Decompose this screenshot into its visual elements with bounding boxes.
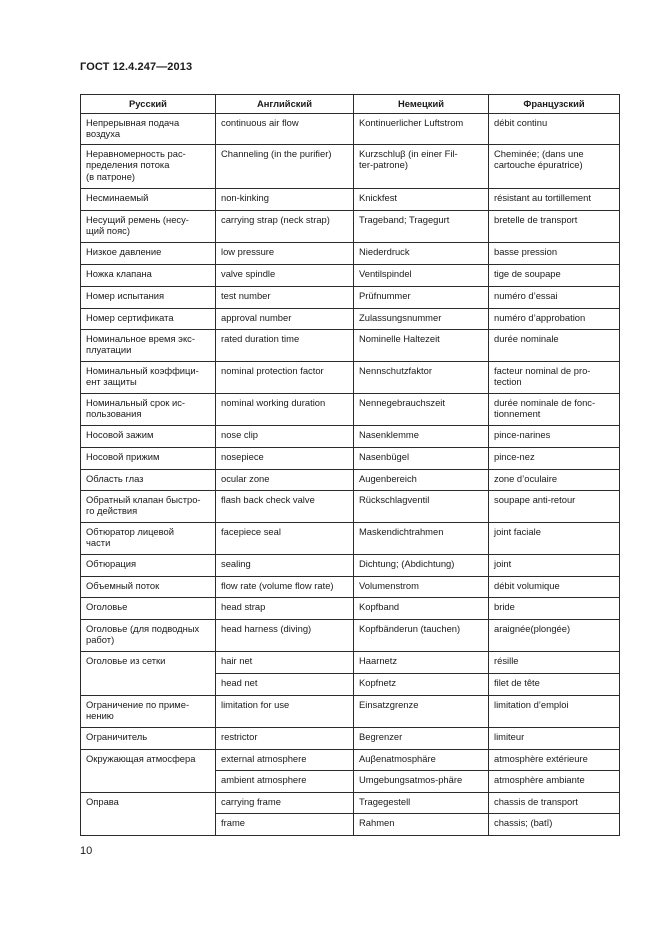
table-row <box>81 188 620 210</box>
cell-english-text: facepiece seal <box>221 525 281 537</box>
cell-german <box>354 188 489 210</box>
cell-russian-text: Номинальное время экс- плуатации <box>86 332 195 355</box>
table-row <box>81 393 620 425</box>
cell-english-text: sealing <box>221 557 251 569</box>
column-header-russian: Русский <box>81 95 216 114</box>
cell-german <box>354 770 489 792</box>
cell-french <box>489 727 620 749</box>
cell-french <box>489 522 620 554</box>
cell-english-text: head strap <box>221 600 266 612</box>
cell-german <box>354 673 489 695</box>
cell-english-text: external atmosphere <box>221 752 307 764</box>
cell-german <box>354 361 489 393</box>
cell-english <box>216 308 354 329</box>
cell-russian <box>81 361 216 393</box>
cell-english <box>216 576 354 597</box>
cell-russian <box>81 522 216 554</box>
cell-russian <box>81 576 216 597</box>
cell-russian-text: Непрерывная подача воздуха <box>86 116 180 139</box>
cell-german <box>354 286 489 308</box>
cell-russian-text: Неравномерность рас- пределения потока (в патроне) <box>86 147 186 182</box>
cell-russian-text: Обтюрация <box>86 557 137 569</box>
cell-russian-text: Окружающая атмосфера <box>86 752 196 764</box>
cell-russian <box>81 242 216 264</box>
cell-english <box>216 554 354 576</box>
cell-german-text: Trageband; Tragegurt <box>359 213 450 225</box>
cell-english <box>216 490 354 522</box>
cell-russian-text: Ограничение по приме- нению <box>86 698 190 721</box>
cell-russian-text: Оголовье из сетки <box>86 654 166 666</box>
cell-french <box>489 554 620 576</box>
cell-french <box>489 188 620 210</box>
cell-german <box>354 522 489 554</box>
cell-russian-text: Ограничитель <box>86 730 148 742</box>
cell-french <box>489 651 620 673</box>
cell-russian-text: Номер испытания <box>86 289 165 301</box>
cell-french <box>489 576 620 597</box>
cell-french-text: limiteur <box>494 730 525 742</box>
cell-french <box>489 792 620 813</box>
cell-german-text: Maskendichtrahmen <box>359 525 444 537</box>
cell-russian-text: Номер сертификата <box>86 311 174 323</box>
cell-french <box>489 286 620 308</box>
cell-german <box>354 210 489 242</box>
cell-russian-text: Оголовье (для подводных работ) <box>86 622 200 645</box>
cell-french-text: résistant au tortillement <box>494 191 591 203</box>
cell-russian <box>81 308 216 329</box>
cell-french-text: joint faciale <box>494 525 541 537</box>
cell-english-text: nominal working duration <box>221 396 326 408</box>
cell-english-text: flow rate (volume flow rate) <box>221 579 334 591</box>
cell-french <box>489 242 620 264</box>
cell-english <box>216 619 354 651</box>
table-row <box>81 242 620 264</box>
cell-german <box>354 695 489 727</box>
cell-french-text: résille <box>494 654 519 666</box>
cell-french <box>489 673 620 695</box>
cell-german <box>354 813 489 835</box>
cell-english <box>216 264 354 286</box>
cell-german <box>354 490 489 522</box>
cell-french-text: chassis de transport <box>494 795 578 807</box>
cell-english-text: nominal protection factor <box>221 364 324 376</box>
cell-russian-text: Номинальный коэффици- ент защиты <box>86 364 199 387</box>
table-row <box>81 286 620 308</box>
document-header: ГОСТ 12.4.247—2013 <box>80 61 193 73</box>
column-header-german: Немецкий <box>354 95 489 114</box>
cell-german <box>354 792 489 813</box>
cell-german-text: Nasenklemme <box>359 428 419 440</box>
cell-russian-text: Оправа <box>86 795 119 807</box>
cell-german-text: Nominelle Haltezeit <box>359 332 440 344</box>
cell-russian <box>81 113 216 144</box>
cell-french <box>489 490 620 522</box>
cell-english <box>216 393 354 425</box>
cell-russian <box>81 651 216 695</box>
cell-english <box>216 727 354 749</box>
table-row <box>81 727 620 749</box>
cell-russian <box>81 188 216 210</box>
cell-french <box>489 813 620 835</box>
cell-german <box>354 242 489 264</box>
cell-french-text: pince-nez <box>494 450 535 462</box>
cell-english <box>216 522 354 554</box>
cell-english-text: continuous air flow <box>221 116 299 128</box>
cell-english <box>216 361 354 393</box>
cell-french-text: limitation d’emploi <box>494 698 569 710</box>
cell-french <box>489 425 620 447</box>
cell-russian-text: Оголовье <box>86 600 128 612</box>
cell-german <box>354 651 489 673</box>
cell-english <box>216 113 354 144</box>
cell-german <box>354 113 489 144</box>
cell-russian <box>81 749 216 792</box>
cell-english-text: ambient atmosphere <box>221 773 307 785</box>
cell-german-text: Dichtung; (Abdichtung) <box>359 557 455 569</box>
cell-german <box>354 393 489 425</box>
table-row <box>81 576 620 597</box>
cell-english <box>216 792 354 813</box>
cell-english-text: ocular zone <box>221 472 270 484</box>
cell-german-text: Tragegestell <box>359 795 411 807</box>
cell-german-text: Nennschutzfaktor <box>359 364 432 376</box>
cell-english <box>216 749 354 770</box>
cell-russian-text: Низкое давление <box>86 245 162 257</box>
table-row <box>81 113 620 144</box>
cell-german <box>354 469 489 490</box>
cell-german-text: Rahmen <box>359 816 395 828</box>
cell-english <box>216 770 354 792</box>
cell-english-text: frame <box>221 816 245 828</box>
table-row <box>81 490 620 522</box>
column-header-english: Английский <box>216 95 354 114</box>
cell-english <box>216 447 354 469</box>
cell-german <box>354 425 489 447</box>
cell-french-text: basse pression <box>494 245 558 257</box>
cell-english-text: Channeling (in the purifier) <box>221 147 332 159</box>
cell-german-text: Umgebungsatmos-phäre <box>359 773 463 785</box>
cell-english-text: limitation for use <box>221 698 290 710</box>
table-row <box>81 619 620 651</box>
table-row <box>81 651 620 673</box>
cell-french-text: joint <box>494 557 512 569</box>
cell-english <box>216 242 354 264</box>
cell-english <box>216 695 354 727</box>
cell-russian <box>81 264 216 286</box>
cell-russian <box>81 393 216 425</box>
cell-french-text: numéro d’approbation <box>494 311 586 323</box>
cell-french-text: débit volumique <box>494 579 560 591</box>
cell-english-text: hair net <box>221 654 253 666</box>
table-row <box>81 361 620 393</box>
cell-german <box>354 144 489 188</box>
table-row <box>81 695 620 727</box>
cell-german-text: Rückschlagventil <box>359 493 430 505</box>
cell-german-text: Kontinuerlicher Luftstrom <box>359 116 464 128</box>
cell-english-text: approval number <box>221 311 292 323</box>
cell-french <box>489 144 620 188</box>
cell-russian <box>81 425 216 447</box>
cell-german-text: Niederdruck <box>359 245 410 257</box>
cell-german-text: Kopfband <box>359 600 400 612</box>
cell-russian <box>81 144 216 188</box>
table-row <box>81 425 620 447</box>
cell-english-text: flash back check valve <box>221 493 315 505</box>
cell-english <box>216 188 354 210</box>
cell-german-text: Einsatzgrenze <box>359 698 419 710</box>
cell-french-text: araignée(plongée) <box>494 622 571 634</box>
cell-russian-text: Объемный поток <box>86 579 160 591</box>
cell-french-text: débit continu <box>494 116 548 128</box>
cell-russian <box>81 554 216 576</box>
cell-russian-text: Носовой зажим <box>86 428 154 440</box>
cell-english <box>216 597 354 619</box>
cell-russian-text: Область глаз <box>86 472 144 484</box>
cell-english <box>216 329 354 361</box>
cell-french <box>489 329 620 361</box>
cell-russian-text: Номинальный срок ис- пользования <box>86 396 186 419</box>
cell-french <box>489 770 620 792</box>
cell-russian <box>81 597 216 619</box>
cell-english-text: head net <box>221 676 258 688</box>
cell-english-text: carrying frame <box>221 795 281 807</box>
cell-english-text: low pressure <box>221 245 275 257</box>
terminology-table <box>80 94 620 836</box>
cell-russian-text: Несущий ремень (несу- щий пояс) <box>86 213 189 236</box>
cell-french-text: chassis; (batî) <box>494 816 553 828</box>
column-header-french: Французский <box>489 95 620 114</box>
cell-french <box>489 264 620 286</box>
table-row <box>81 264 620 286</box>
cell-french <box>489 393 620 425</box>
cell-french <box>489 361 620 393</box>
cell-russian <box>81 727 216 749</box>
cell-french-text: bride <box>494 600 515 612</box>
cell-english <box>216 286 354 308</box>
cell-german-text: Zulassungsnummer <box>359 311 442 323</box>
cell-german-text: Augenbereich <box>359 472 417 484</box>
cell-german-text: Knickfest <box>359 191 398 203</box>
cell-german-text: Ventilspindel <box>359 267 412 279</box>
cell-german-text: Auβenatmosphäre <box>359 752 436 764</box>
cell-german-text: Kurzschluβ (in einer Fil- ter-patrone) <box>359 147 458 170</box>
cell-french <box>489 619 620 651</box>
cell-french <box>489 210 620 242</box>
table-row <box>81 144 620 188</box>
cell-french-text: bretelle de transport <box>494 213 578 225</box>
cell-french-text: durée nominale de fonc- tionnement <box>494 396 596 419</box>
cell-german <box>354 264 489 286</box>
cell-russian <box>81 695 216 727</box>
cell-russian-text: Обтюратор лицевой части <box>86 525 174 548</box>
cell-russian <box>81 469 216 490</box>
cell-german-text: Nennegebrauchszeit <box>359 396 445 408</box>
page-number: 10 <box>80 845 93 857</box>
cell-german-text: Haarnetz <box>359 654 398 666</box>
cell-english <box>216 469 354 490</box>
cell-french-text: filet de tête <box>494 676 540 688</box>
cell-german-text: Volumenstrom <box>359 579 419 591</box>
cell-german <box>354 749 489 770</box>
cell-german <box>354 308 489 329</box>
cell-english-text: nosepiece <box>221 450 264 462</box>
table-row <box>81 447 620 469</box>
cell-german <box>354 447 489 469</box>
cell-english <box>216 673 354 695</box>
cell-english <box>216 210 354 242</box>
cell-english-text: non-kinking <box>221 191 269 203</box>
cell-german <box>354 727 489 749</box>
table-row <box>81 469 620 490</box>
cell-english-text: rated duration time <box>221 332 300 344</box>
table-row <box>81 749 620 770</box>
cell-german-text: Begrenzer <box>359 730 403 742</box>
cell-english-text: restrictor <box>221 730 258 742</box>
cell-russian-text: Носовой прижим <box>86 450 160 462</box>
cell-french-text: numéro d’essai <box>494 289 558 301</box>
cell-french-text: soupape anti-retour <box>494 493 576 505</box>
cell-russian <box>81 286 216 308</box>
cell-russian-text: Ножка клапана <box>86 267 152 279</box>
cell-german <box>354 329 489 361</box>
cell-russian <box>81 490 216 522</box>
cell-russian-text: Несминаемый <box>86 191 149 203</box>
table-row <box>81 210 620 242</box>
cell-german <box>354 576 489 597</box>
cell-french <box>489 597 620 619</box>
table-row <box>81 597 620 619</box>
cell-french-text: zone d’oculaire <box>494 472 558 484</box>
cell-english-text: carrying strap (neck strap) <box>221 213 330 225</box>
cell-french-text: atmosphère ambiante <box>494 773 585 785</box>
cell-german <box>354 554 489 576</box>
table-body <box>81 113 620 835</box>
cell-english <box>216 813 354 835</box>
cell-english-text: nose clip <box>221 428 259 440</box>
cell-french <box>489 695 620 727</box>
cell-english-text: valve spindle <box>221 267 276 279</box>
cell-english-text: head harness (diving) <box>221 622 312 634</box>
cell-french-text: durée nominale <box>494 332 559 344</box>
cell-english <box>216 425 354 447</box>
cell-french <box>489 113 620 144</box>
cell-german-text: Nasenbügel <box>359 450 410 462</box>
cell-russian <box>81 329 216 361</box>
table-row <box>81 329 620 361</box>
table-header-row <box>81 95 620 114</box>
cell-german <box>354 597 489 619</box>
cell-french <box>489 749 620 770</box>
cell-russian <box>81 210 216 242</box>
cell-english <box>216 144 354 188</box>
cell-russian <box>81 619 216 651</box>
cell-french-text: Cheminée; (dans une cartouche épuratrice) <box>494 147 584 170</box>
cell-english-text: test number <box>221 289 271 301</box>
table-row <box>81 792 620 813</box>
cell-french <box>489 469 620 490</box>
cell-french-text: tige de soupape <box>494 267 561 279</box>
table-row <box>81 522 620 554</box>
cell-german-text: Kopfnetz <box>359 676 397 688</box>
cell-english <box>216 651 354 673</box>
cell-french-text: atmosphère extérieure <box>494 752 588 764</box>
cell-german <box>354 619 489 651</box>
cell-russian-text: Обратный клапан быстро- го действия <box>86 493 201 516</box>
cell-german-text: Prüfnummer <box>359 289 411 301</box>
cell-french-text: facteur nominal de pro- tection <box>494 364 591 387</box>
cell-russian <box>81 792 216 835</box>
cell-russian <box>81 447 216 469</box>
cell-french <box>489 447 620 469</box>
table-row <box>81 554 620 576</box>
cell-german-text: Kopfbänderun (tauchen) <box>359 622 461 634</box>
cell-french-text: pince-narines <box>494 428 551 440</box>
table-row <box>81 308 620 329</box>
cell-french <box>489 308 620 329</box>
